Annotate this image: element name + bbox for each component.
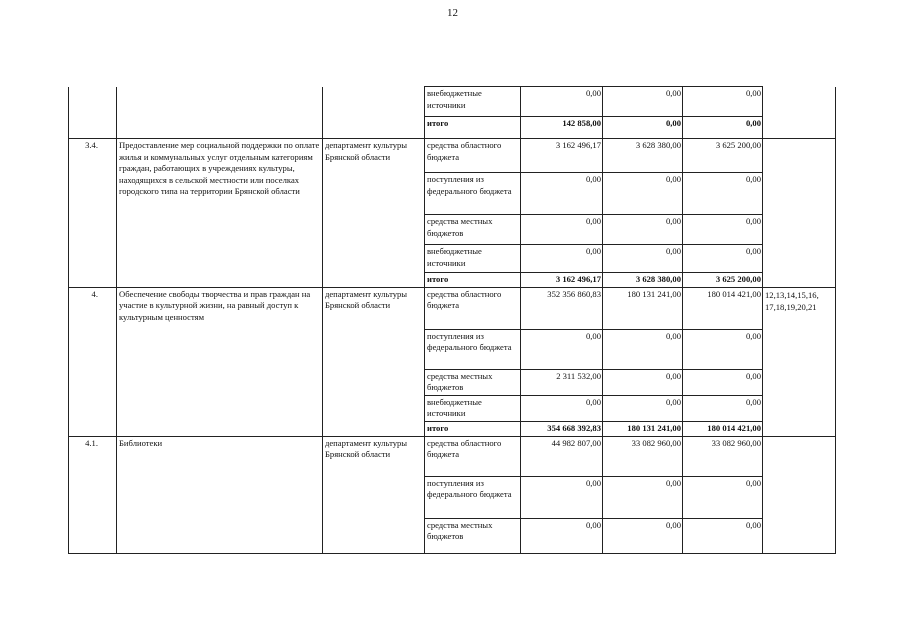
value-2017: 0,00 (683, 173, 763, 215)
value-2016: 0,00 (603, 117, 683, 139)
row-name: Предоставление мер социальной поддержки по оплате жилья и коммунальных услуг отдельным категориям граждан, работающих в учреждениях культуры, находящихся в сельской местности или поселках городского типа на территории Брянской области (117, 139, 323, 288)
value-2017: 33 082 960,00 (683, 436, 763, 476)
value-2016: 0,00 (603, 215, 683, 245)
value-2017: 3 625 200,00 (683, 139, 763, 173)
value-2016: 0,00 (603, 329, 683, 369)
value-2015: 0,00 (521, 395, 603, 421)
source-cell: поступления из федерального бюджета (425, 329, 521, 369)
value-2015: 44 982 807,00 (521, 436, 603, 476)
table-row (69, 87, 836, 117)
value-2017: 0,00 (683, 369, 763, 395)
row-number: 3.4. (69, 139, 117, 288)
value-2017: 3 625 200,00 (683, 273, 763, 288)
row-refs: 12,13,14,15,16, 17,18,19,20,21 (763, 287, 836, 436)
value-2017: 180 014 421,00 (683, 421, 763, 436)
value-2015: 3 162 496,17 (521, 273, 603, 288)
value-2015: 352 356 860,83 (521, 287, 603, 329)
row-executor: департамент культуры Брянской области (323, 287, 425, 436)
value-2016: 3 628 380,00 (603, 139, 683, 173)
row-name: Библиотеки (117, 436, 323, 553)
table-row (69, 436, 836, 476)
value-2015: 0,00 (521, 87, 603, 117)
row-executor (323, 87, 425, 139)
source-cell: средства областного бюджета (425, 287, 521, 329)
value-2015: 3 162 496,17 (521, 139, 603, 173)
row-number: 4.1. (69, 436, 117, 553)
value-2017: 180 014 421,00 (683, 287, 763, 329)
table-row (69, 139, 836, 173)
value-2016: 0,00 (603, 245, 683, 273)
source-cell: итого (425, 117, 521, 139)
value-2017: 0,00 (683, 215, 763, 245)
source-cell: внебюджетные источники (425, 395, 521, 421)
value-2015: 0,00 (521, 518, 603, 553)
source-cell: средства местных бюджетов (425, 369, 521, 395)
value-2016: 180 131 241,00 (603, 287, 683, 329)
value-2017: 0,00 (683, 245, 763, 273)
row-executor: департамент культуры Брянской области (323, 139, 425, 288)
value-2016: 3 628 380,00 (603, 273, 683, 288)
value-2015: 354 668 392,83 (521, 421, 603, 436)
value-2016: 0,00 (603, 395, 683, 421)
row-name (117, 87, 323, 139)
value-2015: 0,00 (521, 329, 603, 369)
value-2017: 0,00 (683, 518, 763, 553)
value-2015: 0,00 (521, 476, 603, 518)
value-2015: 0,00 (521, 245, 603, 273)
source-cell: внебюджетные источники (425, 245, 521, 273)
source-cell: поступления из федерального бюджета (425, 173, 521, 215)
row-refs (763, 87, 836, 139)
value-2016: 0,00 (603, 87, 683, 117)
page-number: 12 (447, 7, 458, 19)
value-2017: 0,00 (683, 476, 763, 518)
value-2016: 0,00 (603, 518, 683, 553)
source-cell: поступления из федерального бюджета (425, 476, 521, 518)
value-2016: 33 082 960,00 (603, 436, 683, 476)
row-number (69, 87, 117, 139)
row-refs (763, 436, 836, 553)
budget-table (68, 86, 836, 554)
source-cell: средства областного бюджета (425, 436, 521, 476)
source-cell: внебюджетные источники (425, 87, 521, 117)
row-executor: департамент культуры Брянской области (323, 436, 425, 553)
value-2015: 0,00 (521, 215, 603, 245)
value-2016: 0,00 (603, 369, 683, 395)
value-2015: 142 858,00 (521, 117, 603, 139)
value-2017: 0,00 (683, 87, 763, 117)
source-cell: средства местных бюджетов (425, 518, 521, 553)
value-2017: 0,00 (683, 395, 763, 421)
row-number: 4. (69, 287, 117, 436)
value-2017: 0,00 (683, 329, 763, 369)
value-2016: 0,00 (603, 476, 683, 518)
source-cell: средства областного бюджета (425, 139, 521, 173)
row-refs (763, 139, 836, 288)
table-row (69, 287, 836, 329)
value-2016: 0,00 (603, 173, 683, 215)
source-cell: средства местных бюджетов (425, 215, 521, 245)
value-2017: 0,00 (683, 117, 763, 139)
value-2015: 0,00 (521, 173, 603, 215)
source-cell: итого (425, 421, 521, 436)
value-2015: 2 311 532,00 (521, 369, 603, 395)
value-2016: 180 131 241,00 (603, 421, 683, 436)
source-cell: итого (425, 273, 521, 288)
row-name: Обеспечение свободы творчества и прав граждан на участие в культурной жизни, на равный доступ к культурным ценностям (117, 287, 323, 436)
